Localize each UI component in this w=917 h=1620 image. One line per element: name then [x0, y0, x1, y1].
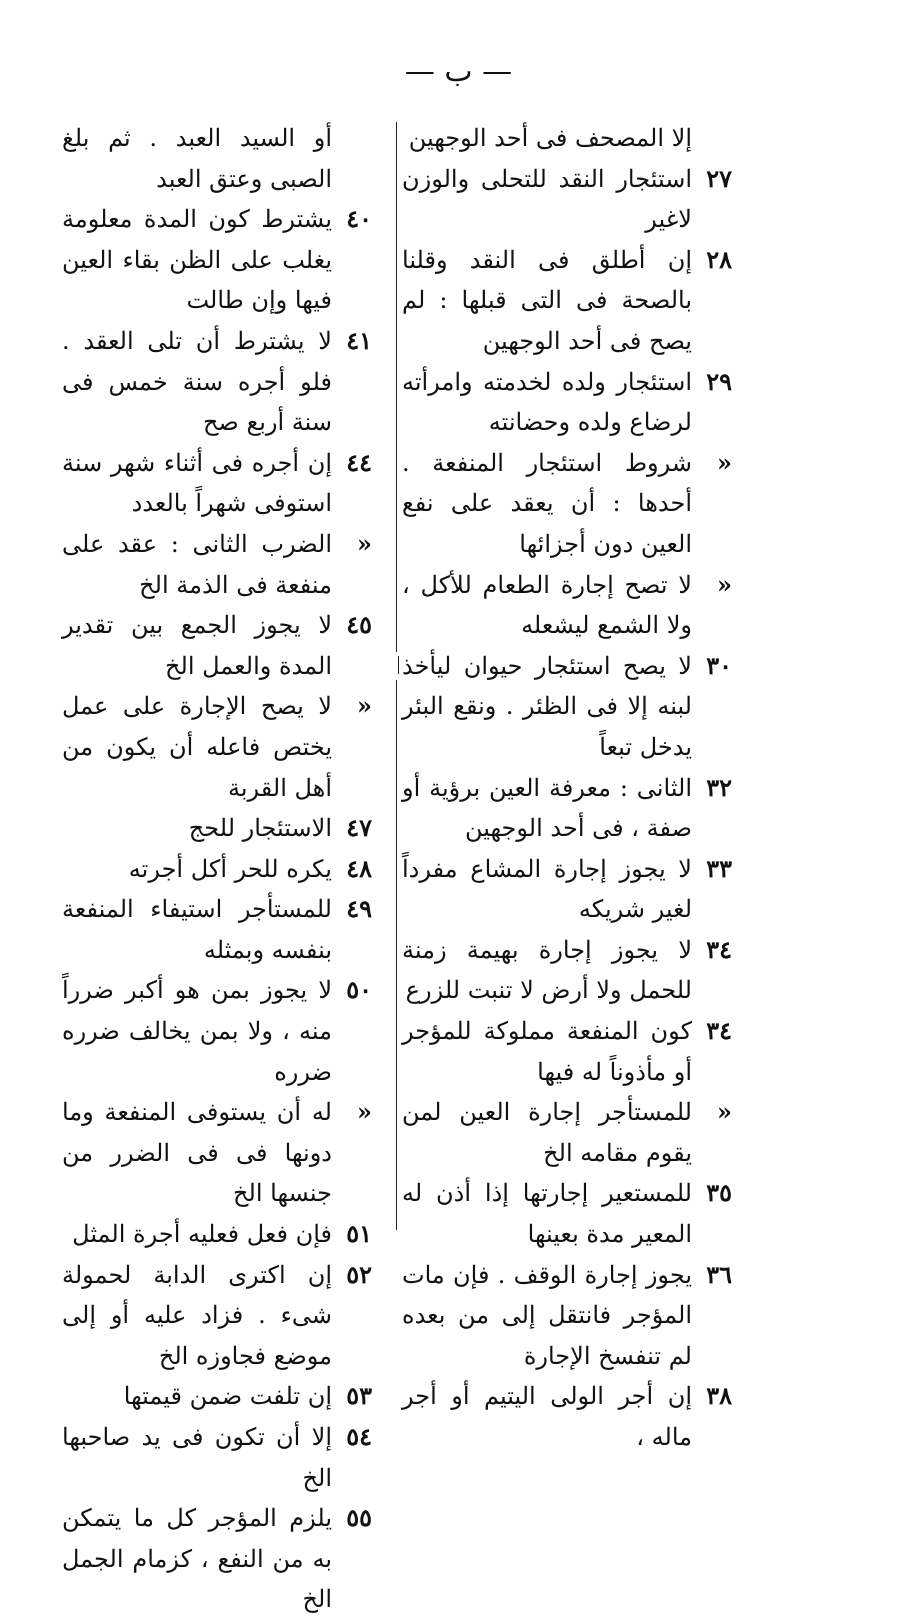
entry-number: ٥٠ — [346, 975, 372, 1005]
entry-text: للمستعير إجارتها إذا أذن له المعير مدة بعينها — [402, 1179, 692, 1249]
index-entry — [62, 1255, 372, 1377]
column-divider — [396, 122, 397, 652]
entry-text: لا يجوز بمن هو أكبر ضرراً منه ، ولا بمن يخالف ضرره ضرره — [62, 976, 332, 1086]
entry-text: للمستأجر استيفاء المنفعة بنفسه وبمثله — [62, 895, 332, 964]
entry-number: « — [717, 447, 732, 477]
entry-number: « — [357, 691, 372, 721]
entry-number: ٣٠ — [706, 650, 732, 680]
index-entry — [62, 443, 372, 524]
entry-text: لا يصح الإجارة على عمل يختص فاعله أن يكون من أهل القربة — [62, 692, 332, 802]
entry-number: ٢٧ — [706, 163, 732, 193]
entry-text: إن أطلق فى النقد وقلنا بالصحة فى التى قبلها : لم يصح فى أحد الوجهين — [402, 245, 692, 355]
index-entry — [402, 159, 732, 240]
entry-number: ٥٤ — [346, 1422, 372, 1451]
index-entry — [62, 524, 372, 605]
entry-text: إلا أن تكون فى يد صاحبها الخ — [62, 1423, 332, 1492]
entry-text: استئجار النقد للتحلى والوزن لاغير — [402, 164, 692, 234]
entry-text: لا تصح إجارة الطعام للأكل ، ولا الشمع ليشعله — [402, 570, 692, 640]
entry-number: ٣٦ — [706, 1259, 732, 1289]
entry-text: إن اكترى الدابة لحمولة شىء . فزاد عليه أو إلى موضع فجاوزه الخ — [62, 1260, 332, 1370]
index-entry — [402, 565, 732, 646]
index-entry — [62, 970, 372, 1092]
entry-text: أو السيد العبد . ثم بلغ الصبى وعتق العبد — [62, 124, 332, 193]
index-entry — [402, 930, 732, 1011]
entry-text: لا يشترط أن تلى العقد . فلو أجره سنة خمس فى سنة أربع صح — [62, 326, 332, 437]
entry-text: الاستئجار للحج — [188, 814, 332, 843]
entry-number: ٤٥ — [346, 610, 372, 640]
entry-text: شروط استئجار المنفعة . أحدها : أن يعقد على نفع العين دون أجزائها — [402, 448, 692, 558]
index-entry — [62, 321, 372, 443]
index-entry — [402, 1255, 732, 1377]
index-entry — [62, 1092, 372, 1214]
entry-number: « — [717, 569, 732, 599]
entry-number: ٤٠ — [346, 204, 372, 234]
entry-text: لا يجوز إجارة بهيمة زمنة للحمل ولا أرض لا تنبت للزرع — [402, 935, 692, 1005]
entry-text: فإن فعل فعليه أجرة المثل — [72, 1220, 332, 1249]
entry-text: يجوز إجارة الوقف . فإن مات المؤجر فانتقل إلى من بعده لم تنفسخ الإجارة — [402, 1260, 692, 1370]
entry-number: « — [357, 1097, 372, 1127]
entry-text: إن أجره فى أثناء شهر سنة استوفى شهراً بالعدد — [62, 448, 332, 518]
index-entry — [402, 1011, 732, 1092]
index-entry — [62, 808, 372, 849]
entry-number: « — [717, 1097, 732, 1127]
entry-text: يكره للحر أكل أجرته — [128, 854, 332, 883]
index-entry — [402, 1376, 732, 1457]
entry-text: لا يصح استئجار حيوان ليأخذ لبنه إلا فى الظئر . ونقع البئر يدخل تبعاً — [402, 651, 692, 761]
index-entry — [402, 1092, 732, 1173]
index-entry — [62, 1376, 372, 1417]
entry-number: ٤٩ — [346, 894, 372, 924]
entry-number: ٣٣ — [706, 853, 732, 883]
index-entry — [62, 889, 372, 970]
entry-text: الضرب الثانى : عقد على منفعة فى الذمة الخ — [62, 529, 332, 599]
entry-text: إن أجر الولى اليتيم أو أجر ماله ، — [402, 1382, 692, 1451]
column-divider — [398, 656, 399, 674]
entry-number: ٥٣ — [346, 1381, 372, 1411]
entry-number: ٣٥ — [706, 1178, 732, 1208]
index-entry — [402, 849, 732, 930]
index-entry — [62, 199, 372, 321]
entry-number: ٣٤ — [706, 1016, 732, 1046]
index-entry — [402, 118, 732, 159]
entry-number: ٣٢ — [706, 772, 732, 802]
page-header: — ب — — [404, 54, 513, 89]
index-entry — [402, 240, 732, 362]
entry-number: ٤٤ — [346, 447, 372, 477]
entry-number: ٤٨ — [346, 853, 372, 883]
index-entry — [402, 362, 732, 443]
entry-text: إن تلفت ضمن قيمتها — [123, 1382, 332, 1411]
entry-text: لا يجوز إجارة المشاع مفرداً لغير شريكه — [402, 854, 692, 924]
entry-number: ٢٩ — [706, 366, 732, 396]
index-entry — [62, 1417, 372, 1498]
entry-number: ٤١ — [346, 325, 372, 355]
index-entry — [62, 118, 372, 199]
entry-text: كون المنفعة مملوكة للمؤجر أو مأذوناً له فيها — [402, 1017, 692, 1086]
index-entry — [402, 1173, 732, 1254]
entry-text: يشترط كون المدة معلومة يغلب على الظن بقاء العين فيها وإن طالت — [62, 205, 332, 315]
entry-number: ٥٢ — [346, 1259, 372, 1289]
entry-text: يلزم المؤجر كل ما يتمكن به من النفع ، كزمام الجمل الخ — [62, 1504, 332, 1614]
left-column — [62, 118, 372, 1620]
entry-number: ٣٨ — [706, 1381, 732, 1411]
entry-number: ٤٧ — [346, 813, 372, 843]
index-entry — [402, 768, 732, 849]
entry-number: ٥١ — [346, 1219, 372, 1249]
entry-text: استئجار ولده لخدمته وامرأته لرضاع ولده وحضانته — [402, 367, 692, 437]
entry-text: الثانى : معرفة العين برؤية أو صفة ، فى أحد الوجهين — [402, 773, 692, 843]
right-column — [402, 118, 732, 1458]
entry-number: ٢٨ — [706, 244, 732, 274]
entry-number: ٣٤ — [706, 934, 732, 964]
entry-text: للمستأجر إجارة العين لمن يقوم مقامه الخ — [402, 1098, 692, 1167]
index-entry — [62, 1498, 372, 1620]
index-entry — [62, 605, 372, 686]
index-entry — [62, 849, 372, 890]
entry-number: ٥٥ — [346, 1503, 372, 1533]
entry-text: إلا المصحف فى أحد الوجهين — [408, 124, 692, 152]
index-entry — [62, 1214, 372, 1255]
index-entry — [62, 686, 372, 808]
entry-text: لا يجوز الجمع بين تقدير المدة والعمل الخ — [62, 611, 332, 680]
entry-number: « — [357, 528, 372, 558]
index-entry — [402, 646, 732, 768]
entry-text: له أن يستوفى المنفعة وما دونها فى فى الضرر من جنسها الخ — [62, 1098, 332, 1208]
index-entry — [402, 443, 732, 565]
column-divider — [396, 680, 397, 1230]
